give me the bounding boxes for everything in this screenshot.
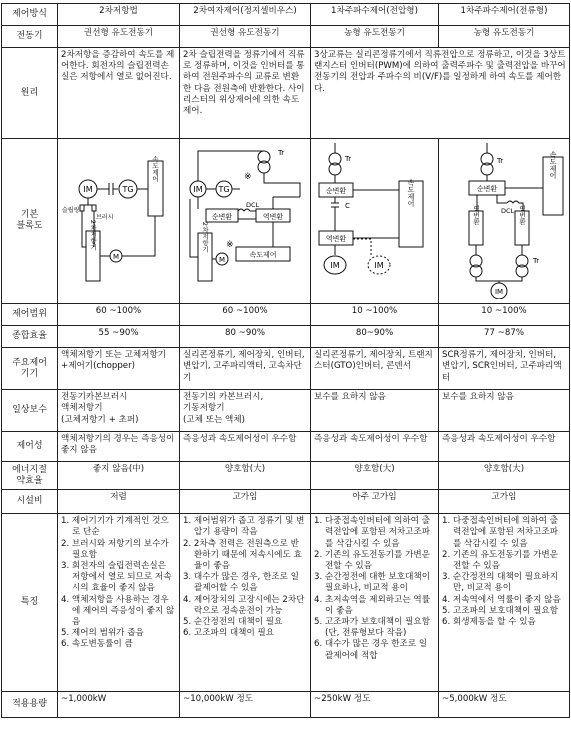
cost-col2: 고가임 — [180, 490, 311, 514]
feature-3-5: 5. 고조파가 보호대책이 필요함 (단, 전류형보다 작음) — [314, 617, 431, 639]
feature-3-2: 2. 기존의 유도전동기를 가변운전할 수 있음 — [314, 549, 431, 572]
row-label-features: 특징 — [2, 514, 58, 692]
c-label: C — [345, 202, 350, 210]
efficiency-col3: 80~90% — [311, 326, 439, 348]
maintenance-col1-line1: 전동기카본브러시 — [61, 392, 128, 403]
devices-label-line1: 주요제어 — [12, 357, 47, 368]
feature-2-6: 6. 고조파의 대책이 필요 — [183, 628, 275, 639]
feature-2-1: 1. 제어범위가 좁고 정류기 및 변압기 용량이 작음 — [183, 516, 305, 538]
row-label-diagram — [2, 139, 58, 304]
motor-col3: 농형 유도전동기 — [311, 26, 439, 48]
speed-control-label-2: 속도제어 — [249, 251, 277, 259]
capacity-col4: ~5,000kW 정도 — [439, 692, 570, 718]
row-label-efficiency: 종합효율 — [2, 326, 58, 348]
row-label-energy — [2, 462, 58, 490]
feature-1-6: 6. 속도변동률이 큼 — [61, 639, 133, 650]
mark-2: ※ — [226, 240, 234, 250]
range-col4: 10 ~100% — [439, 304, 570, 326]
diagram-label-line2: 블록도 — [16, 221, 43, 232]
principle-col2: 2차 슬립전력을 정류기에서 직류로 정류하며, 이것을 인버터를 통하여 전원주파수의 교류로 변환한 다음 전원측에 반환한다. 사이리스터의 위상제어에 의한 속도제어. — [180, 48, 311, 139]
efficiency-row — [2, 326, 570, 348]
inverter-label: 역변환 — [262, 213, 284, 221]
converter-label-3: 순변환 — [325, 187, 347, 195]
diagram-col3 — [311, 139, 439, 304]
speed-control-label-4: 속도제어 — [549, 151, 557, 179]
energy-label-line1: 에너지절 — [12, 464, 47, 475]
motor-row — [2, 26, 570, 48]
im-label-4: IM — [494, 288, 504, 296]
row-label-principle: 원리 — [2, 48, 58, 139]
converter-label: 순변환 — [211, 213, 233, 221]
efficiency-col4: 77 ~87% — [439, 326, 570, 348]
maintenance-col1-line3: (고체저항기 + 초퍼) — [61, 414, 139, 425]
motor-col2: 권선형 유도전동기 — [180, 26, 311, 48]
im-label-3b: IM — [374, 261, 384, 270]
diagram-col2 — [180, 139, 311, 304]
maintenance-col2-line3: (고체 또는 액체) — [183, 414, 245, 425]
controllability-row — [2, 432, 570, 462]
block-diagram-current-source — [439, 139, 568, 299]
diagram-row — [2, 139, 570, 304]
row-label-maintenance: 일상보수 — [2, 390, 58, 432]
features-col2 — [180, 514, 311, 692]
feature-1-4: 4. 액체저항을 사용하는 경우에 제어의 즉응성이 좋지 않음 — [61, 594, 175, 628]
feature-1-5: 5. 제어의 범위가 좁음 — [61, 628, 144, 639]
inverter-label-4b: 역변환 — [518, 205, 526, 225]
cost-col3: 아주 고가임 — [311, 490, 439, 514]
feature-1-3: 3. 회전자의 슬립전력손실은 저항에서 열로 되므로 저속시의 효율이 좋지 않음 — [61, 561, 172, 594]
features-col3 — [311, 514, 439, 692]
tr-label-4: Tr — [497, 157, 504, 165]
controllability-col3: 즉응성과 속도제어성이 우수함 — [311, 432, 439, 462]
feature-1-1: 1. 제어기기가 기계적인 것으로 단순 — [61, 516, 169, 538]
header-col3: 1차주파수제어(전압형) — [311, 4, 439, 26]
maintenance-row — [2, 390, 570, 432]
feature-1-2: 2. 브러시와 저항기의 보수가 필요함 — [61, 538, 169, 560]
maintenance-col2 — [180, 390, 311, 432]
motor-col4: 농형 유도전동기 — [439, 26, 570, 48]
cost-col4: 고가임 — [439, 490, 570, 514]
inverter-label-4a: 역변환 — [472, 205, 480, 225]
speed-control-label-3: 속도제어 — [407, 179, 415, 207]
energy-col2: 양호함(大) — [180, 462, 311, 490]
range-row — [2, 304, 570, 326]
feature-2-2: 2. 2차측 전력은 전원측으로 반환하기 때문에 저속시에도 효율이 좋음 — [183, 538, 302, 572]
energy-row — [2, 462, 570, 490]
tr-label-3: Tr — [345, 155, 352, 163]
motor-col1: 권선형 유도전동기 — [58, 26, 180, 48]
maintenance-col3: 보수를 요하지 않음 — [311, 390, 439, 432]
block-diagram-voltage-source — [311, 139, 437, 299]
row-label-cost: 시설비 — [2, 490, 58, 514]
m-label-2: M — [218, 256, 226, 264]
cost-row — [2, 490, 570, 514]
resistor-label-2: 2차저항기 — [201, 221, 209, 253]
tg-label-2: TG — [218, 185, 230, 194]
feature-2-3: 3. 대수가 많은 경우, 한조로 일괄제어할 수 있음 — [183, 572, 299, 594]
feature-3-1: 1. 다중접속인버터에 의하여 출력전압에 포함된 저차고조파를 삭감시킬 수 있음 — [314, 516, 431, 549]
range-col3: 10 ~100% — [311, 304, 439, 326]
comparison-table — [1, 3, 570, 718]
controllability-col4: 즉응성과 속도제어성이 우수함 — [439, 432, 570, 462]
row-label-capacity: 적용용량 — [2, 692, 58, 718]
block-diagram-static-scherbius — [180, 139, 309, 299]
diagram-label-line1: 기본 — [20, 210, 39, 221]
converter-label-4: 순변환 — [476, 185, 498, 193]
im-label-2: IM — [193, 185, 203, 194]
energy-col3: 양호함(大) — [311, 462, 439, 490]
range-col2: 60 ~100% — [180, 304, 311, 326]
header-col2: 2차여자제어(정지셀비우스) — [180, 4, 311, 26]
devices-col4: SCR정류기, 제어장치, 인버터, 변압기, SCR인버터, 고주파리액터 — [439, 348, 570, 390]
features-col4 — [439, 514, 570, 692]
capacity-col2: ~10,000kW 정도 — [180, 692, 311, 718]
features-col1 — [58, 514, 180, 692]
devices-label-line2: 기기 — [20, 368, 39, 379]
resistor-label: 2차저항기 — [89, 219, 97, 251]
feature-3-4: 4. 초저속역을 제외하고는 역률이 좋음 — [314, 594, 431, 616]
im-label-3: IM — [330, 261, 340, 270]
range-col1: 60 ~100% — [58, 304, 180, 326]
tr2-label-4: Tr — [533, 257, 540, 265]
header-row — [2, 4, 570, 26]
feature-4-2: 2. 기존의 유도전동기를 가변운전할 수 있음 — [442, 549, 559, 572]
capacity-col1: ~1,000kW — [58, 692, 180, 718]
maintenance-col1 — [58, 390, 180, 432]
feature-4-1: 1. 다중접속인버터에 의하여 출력전압에 포함된 저차고조파를 삭감시킬 수 있음 — [442, 516, 559, 549]
inverter-label-3: 역변환 — [325, 235, 347, 243]
row-label-motor: 전동기 — [2, 26, 58, 48]
maintenance-col4: 보수를 요하지 않음 — [439, 390, 570, 432]
feature-4-4: 4. 저속역에서 역률이 좋지 않음 — [442, 594, 561, 605]
maintenance-col1-line2: 액체저항기 — [61, 403, 103, 414]
feature-2-5: 5. 순간정전의 대책이 필요 — [183, 617, 283, 628]
m-label: M — [112, 253, 120, 261]
energy-label-line2: 약효율 — [16, 475, 43, 486]
mark-1: ※ — [244, 172, 252, 182]
efficiency-col2: 80 ~90% — [180, 326, 311, 348]
feature-3-3: 3. 순간정전에 대한 보호대책이 필요하나, 비교적 용이 — [314, 572, 431, 594]
diagram-col1 — [58, 139, 180, 304]
row-label-range: 제어범위 — [2, 304, 58, 326]
controllability-col1: 액체저항기의 경우는 즉응성이 좋지 않음 — [58, 432, 180, 462]
maintenance-col2-line1: 전동기의 카본브러시, — [183, 392, 264, 403]
feature-2-4: 4. 제어장치의 고장시에는 2차단락으로 정속운전이 가능 — [183, 594, 305, 616]
diagram-col4 — [439, 139, 570, 304]
features-row — [2, 514, 570, 692]
speed-control-label: 속도제어 — [151, 156, 159, 182]
principle-row — [2, 48, 570, 139]
cost-col1: 저렴 — [58, 490, 180, 514]
devices-col2: 실리콘정류기, 제어장치, 인버터, 변압기, 고주파리액터, 고속차단기 — [180, 348, 311, 390]
efficiency-col1: 55 ~90% — [58, 326, 180, 348]
dcl-label-4: DCL — [501, 207, 515, 215]
principle-col34: 3상교류는 실리콘정류기에서 직류전압으로 정류하고, 이것을 3상트랜지스터 인버터(PWM)에 의하여 출력주파수 및 출력전압을 바꾸어 전동기의 전압과 주파수의 비(V/F)를 일정하게 하여 속도를 제어한다. — [311, 48, 570, 139]
row-label-controllability: 제어성 — [2, 432, 58, 462]
dcl-label: DCL — [246, 201, 260, 209]
capacity-row — [2, 692, 570, 718]
row-label-devices — [2, 348, 58, 390]
capacity-col3: ~250kW 정도 — [311, 692, 439, 718]
header-col1: 2차저항법 — [58, 4, 180, 26]
tr-label: Tr — [278, 149, 285, 157]
feature-4-6: 6. 회생제동을 할 수 있음 — [442, 617, 536, 628]
energy-col1: 좋지 않음(中) — [58, 462, 180, 490]
devices-row — [2, 348, 570, 390]
devices-col3: 실리콘정류기, 제어장치, 트랜지스터(GTO)인버터, 콘덴서 — [311, 348, 439, 390]
tg-label: TG — [122, 185, 134, 194]
block-diagram-secondary-resistance — [58, 139, 178, 299]
slipring-label: 슬립링 — [62, 207, 80, 214]
devices-col1: 액체저항기 또는 고체저항기+제어기(chopper) — [58, 348, 180, 390]
feature-3-6: 6. 대수가 많은 경우 한조로 일괄제어에 적합 — [314, 639, 428, 661]
row-label-method: 제어방식 — [2, 4, 58, 26]
energy-col4: 양호함(大) — [439, 462, 570, 490]
feature-4-3: 3. 순간정전의 대책이 필요하지만, 비교적 용이 — [442, 572, 559, 594]
principle-col1: 2차저항을 증감하여 속도를 제어한다. 회전자의 슬립전력손실은 저항에서 열로 없어진다. — [58, 48, 180, 139]
header-col4: 1차주파수제어(전류형) — [439, 4, 570, 26]
im-label: IM — [83, 185, 93, 194]
brush-label: 브러시 — [96, 214, 114, 221]
controllability-col2: 즉응성과 속도제어성이 우수함 — [180, 432, 311, 462]
feature-4-5: 5. 고조파의 보호대책이 필요함 — [442, 605, 559, 616]
maintenance-col2-line2: 기동저항기 — [183, 403, 225, 414]
